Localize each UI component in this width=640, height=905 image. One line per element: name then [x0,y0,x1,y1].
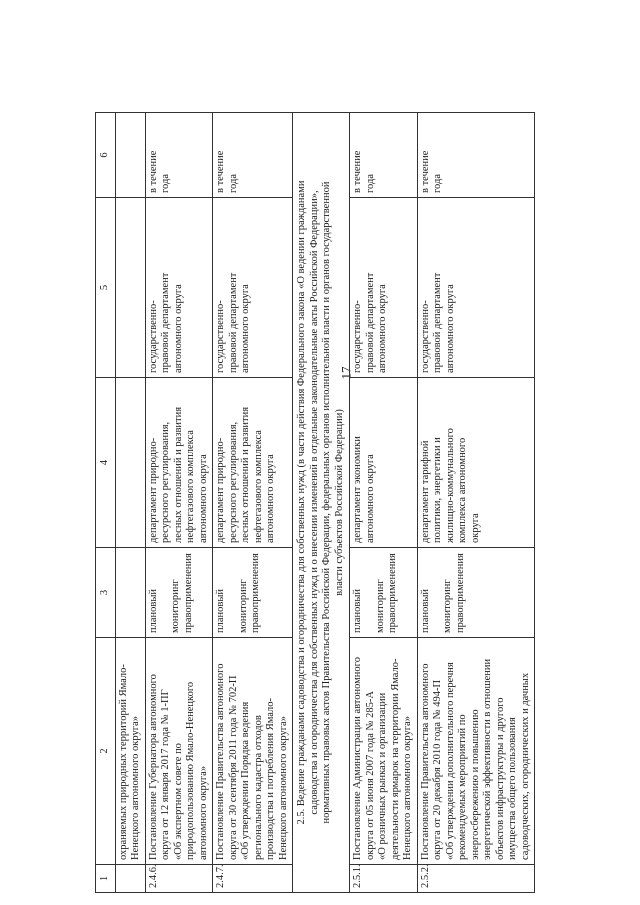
row-number: 2.5.2. [417,865,535,893]
deadline-cell-line: года [160,174,171,193]
responsible-organ-cell-line: ресурсного регулирования, [160,421,171,543]
monitoring-type-cell-line: правоприменения [387,553,398,633]
monitoring-type-cell [213,548,293,638]
document-cell-line: Постановление Правительства автономного [215,663,226,860]
row-number: 2.4.7. [213,865,293,893]
table-row [350,113,418,893]
deadline-cell [350,113,418,198]
deadline-cell [115,113,145,198]
column-header-4: 4 [96,378,116,548]
responsible-organ-cell [145,378,213,548]
deadline-cell [417,113,535,198]
coexecutor-cell-line: автономного округа [377,284,388,373]
responsible-organ-cell-line: политики, энергетики и [432,437,443,543]
document-cell-line: объектов инфраструктуры и другого [494,697,506,860]
section-heading-line: нормативных правовых актов Правительства Российской Федерации, федеральных органов исполнительной власти и органов государственной [321,181,332,824]
monitoring-type-cell-line: плановый [352,588,363,633]
responsible-organ-cell-line: автономного округа [265,454,276,543]
monitoring-type-cell-line: мониторинг [170,579,181,633]
deadline-cell-line: года [227,174,239,193]
coexecutor-cell-line: автономного округа [240,284,251,373]
header-row [96,113,116,893]
monitoring-type-cell [350,548,418,638]
coexecutor-cell [350,198,418,378]
document-cell-line: округа от 30 сентября 2011 года № 702-П [227,675,239,860]
document-cell-line: природопользованию Ямало-Ненецкого [185,681,196,860]
document-cell-line: округа от 12 января 2017 года № 1-ПГ [160,689,171,860]
monitoring-type-cell-line [432,552,442,633]
deadline-cell-line: года [432,174,443,193]
document-cell [417,638,535,865]
monitoring-type-cell [417,548,535,638]
responsible-organ-cell-line: департамент экономики [352,436,363,543]
responsible-organ-cell-line: департамент тарифной [419,440,431,543]
monitoring-type-cell [115,548,145,638]
coexecutor-cell-line: государственно- [147,300,159,373]
column-header-1: 1 [96,865,116,893]
document-cell-line: Ненецкого автономного округа» [130,716,141,860]
column-header-3: 3 [96,548,116,638]
coexecutor-cell [115,198,145,378]
document-cell-line: деятельности ярмарок на территории Ямало- [389,658,401,860]
document-cell-line: охраняемых природных территорий Ямало- [117,664,129,860]
coexecutor-cell-line: государственно- [419,300,431,373]
responsible-organ-cell [213,378,293,548]
column-header-6: 6 [96,113,116,198]
responsible-organ-cell-line: департамент природно- [147,437,159,543]
responsible-organ-cell-line: департамент природно- [215,437,226,543]
document-cell-line: Ненецкого автономного округа» [277,716,289,860]
coexecutor-cell-line: правовой департамент [160,272,171,373]
coexecutor-cell-line: автономного округа [172,284,184,373]
column-header-5: 5 [96,198,116,378]
document-cell-line: энергетической эффективности в отношении [482,658,493,860]
section-heading-line: 2.5. Ведение гражданами садоводства и огородничества для собственных нужд (в части действия Федерального закона «О ведении гражданами [296,180,307,825]
responsible-organ-cell-line: автономного округа [364,454,376,543]
responsible-organ-cell [350,378,418,548]
document-cell-line: производства и потребления Ямало- [265,697,276,860]
coexecutor-cell-line: правовой департамент [364,272,376,373]
coexecutor-cell-line: государственно- [215,300,226,373]
responsible-organ-cell-line: автономного округа [197,454,209,543]
deadline-cell-line: в течение [419,150,431,193]
deadline-cell [213,113,293,198]
row-number: 2.5.1. [350,865,418,893]
responsible-organ-cell-line: лесных отношений и развития [240,406,251,543]
document-cell-line: Постановление Губернатора автономного [147,674,159,860]
monitoring-type-cell-line: плановый [147,588,159,633]
column-header-2: 2 [96,638,116,865]
monitoring-type-cell-line: мониторинг [442,579,453,633]
document-cell-line: «О розничных рынках и организации [377,692,388,860]
monitoring-plan-table [95,112,535,893]
document-cell-line: рекомендуемых мероприятий по [457,714,468,860]
coexecutor-cell-line: автономного округа [444,284,456,373]
document-cell-line: Ненецкого автономного округа» [402,716,413,860]
document-cell-line: Постановление Администрации автономного [352,657,363,860]
rotated-table-sheet [95,113,531,893]
coexecutor-cell [417,198,535,378]
responsible-organ-cell-line: нефтегазового комплекса [185,430,196,543]
responsible-organ-cell-line: округа [469,513,481,543]
document-cell-line: округа от 20 декабря 2010 года № 494-П [432,679,443,860]
coexecutor-cell [145,198,213,378]
section-row [293,113,350,893]
responsible-organ-cell-line: жилищно-коммунального [444,428,456,543]
document-cell-line: автономного округа» [197,765,209,860]
monitoring-type-cell-line [160,552,170,633]
monitoring-type-cell-line: мониторинг [374,579,386,633]
table-row [145,113,213,893]
responsible-organ-cell-line: комплекса автономного [457,437,468,543]
section-heading-line: власти субъектов Российской Федерации) [333,409,345,596]
coexecutor-cell-line: правовой департамент [432,272,443,373]
responsible-organ-cell-line: нефтегазового комплекса [252,430,264,543]
document-cell [213,638,293,865]
document-cell-line: «Об утверждении дополнительного перечня [444,662,456,860]
coexecutor-cell-line: правовой департамент [227,272,239,373]
document-cell-line: «Об экспертном совете по [172,743,184,860]
table-row [417,113,535,893]
row-number [115,865,145,893]
document-cell-line: Постановление Правительства автономного [419,663,431,860]
document-cell [115,638,145,865]
responsible-organ-cell-line: лесных отношений и развития [172,406,184,543]
monitoring-type-cell-line [228,552,238,633]
deadline-cell-line: в течение [352,150,363,193]
row-number: 2.4.6. [145,865,213,893]
coexecutor-cell-line: государственно- [352,300,363,373]
document-cell-line: округа от 05 июня 2007 года № 285-А [364,690,376,860]
monitoring-type-cell-line: плановый [215,588,226,633]
responsible-organ-cell-line: ресурсного регулирования, [227,421,239,543]
deadline-cell [145,113,213,198]
document-cell [350,638,418,865]
monitoring-type-cell-line: мониторинг [237,579,249,633]
monitoring-type-cell-line: правоприменения [454,553,466,633]
coexecutor-cell [213,198,293,378]
deadline-cell-line: в течение [215,150,226,193]
monitoring-type-cell-line: правоприменения [182,553,194,633]
table-row [213,113,293,893]
monitoring-type-cell [145,548,213,638]
document-cell-line: садоводческих, огороднических и дачных [519,672,531,860]
section-heading [293,113,350,893]
document-cell-line: «Об утверждении Порядка ведения [240,701,251,860]
document-cell [145,638,213,865]
monitoring-type-cell-line: плановый [419,588,431,633]
responsible-organ-cell [115,378,145,548]
section-heading-line: садоводства и огородничества для собственных нужд и о внесении изменений в отдельные законодательные акты Российской Федерации», [308,190,320,815]
deadline-cell-line: в течение [147,150,159,193]
monitoring-type-cell-line: правоприменения [250,553,261,633]
document-cell-line: имущества общего пользования [507,717,518,860]
responsible-organ-cell [417,378,535,548]
monitoring-type-cell-line [365,552,375,633]
document-cell-line: энергосбережению и повышению [469,709,481,860]
document-cell-line: регионального кадастра отходов [252,715,264,860]
page-number: 17 [338,366,354,380]
table-row [115,113,145,893]
deadline-cell-line: года [364,174,376,193]
